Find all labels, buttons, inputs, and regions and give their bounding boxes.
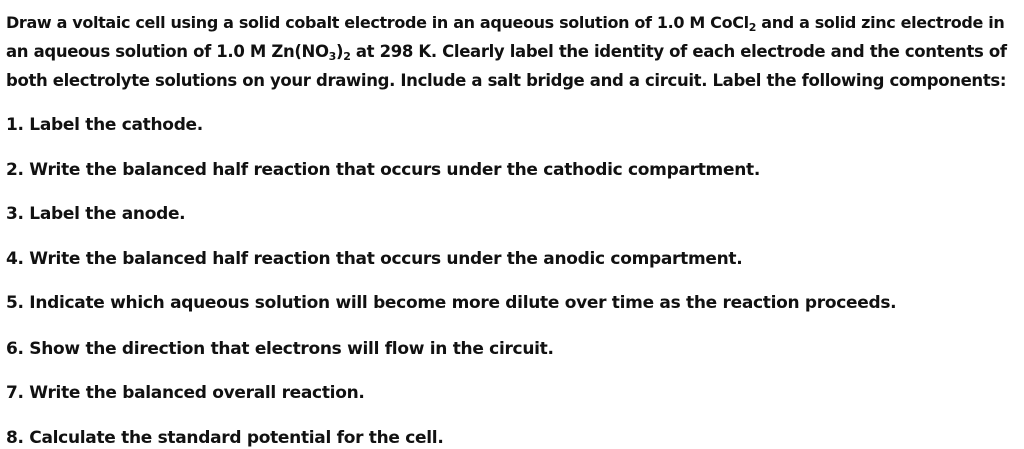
task-item-4: 4. Write the balanced half reaction that occurs under the anodic compartment. <box>6 249 743 269</box>
intro-line-2-text-b: ) <box>335 42 344 61</box>
intro-line-2-text-c: at 298 K. Clearly label the identity of each electrode and the contents of <box>350 42 1007 61</box>
intro-line-1-text-b: and a solid zinc electrode in <box>756 13 1005 32</box>
intro-line-1-subscript: 2 <box>748 21 757 34</box>
intro-line-2-subscript-2: 2 <box>343 50 351 63</box>
intro-line-2-text-a: an aqueous solution of 1.0 M Zn(NO <box>6 42 329 61</box>
task-item-5: 5. Indicate which aqueous solution will become more dilute over time as the reaction proceeds. <box>6 293 897 313</box>
task-item-6: 6. Show the direction that electrons will flow in the circuit. <box>6 339 554 359</box>
question-document <box>6 8 1020 95</box>
task-item-8: 8. Calculate the standard potential for the cell. <box>6 428 444 448</box>
intro-line-2 <box>6 37 1020 66</box>
intro-line-1-text-a: Draw a voltaic cell using a solid cobalt electrode in an aqueous solution of 1.0 M CoCl <box>6 13 749 32</box>
task-item-3: 3. Label the anode. <box>6 204 186 224</box>
task-item-7: 7. Write the balanced overall reaction. <box>6 383 365 403</box>
task-item-2: 2. Write the balanced half reaction that occurs under the cathodic compartment. <box>6 160 760 180</box>
intro-line-3: both electrolyte solutions on your drawing. Include a salt bridge and a circuit. Label the following components: <box>6 71 1007 90</box>
task-item-1: 1. Label the cathode. <box>6 115 203 135</box>
question-intro <box>6 8 1020 95</box>
intro-line-2-subscript-1: 3 <box>328 50 336 63</box>
intro-line-1 <box>6 8 1020 37</box>
